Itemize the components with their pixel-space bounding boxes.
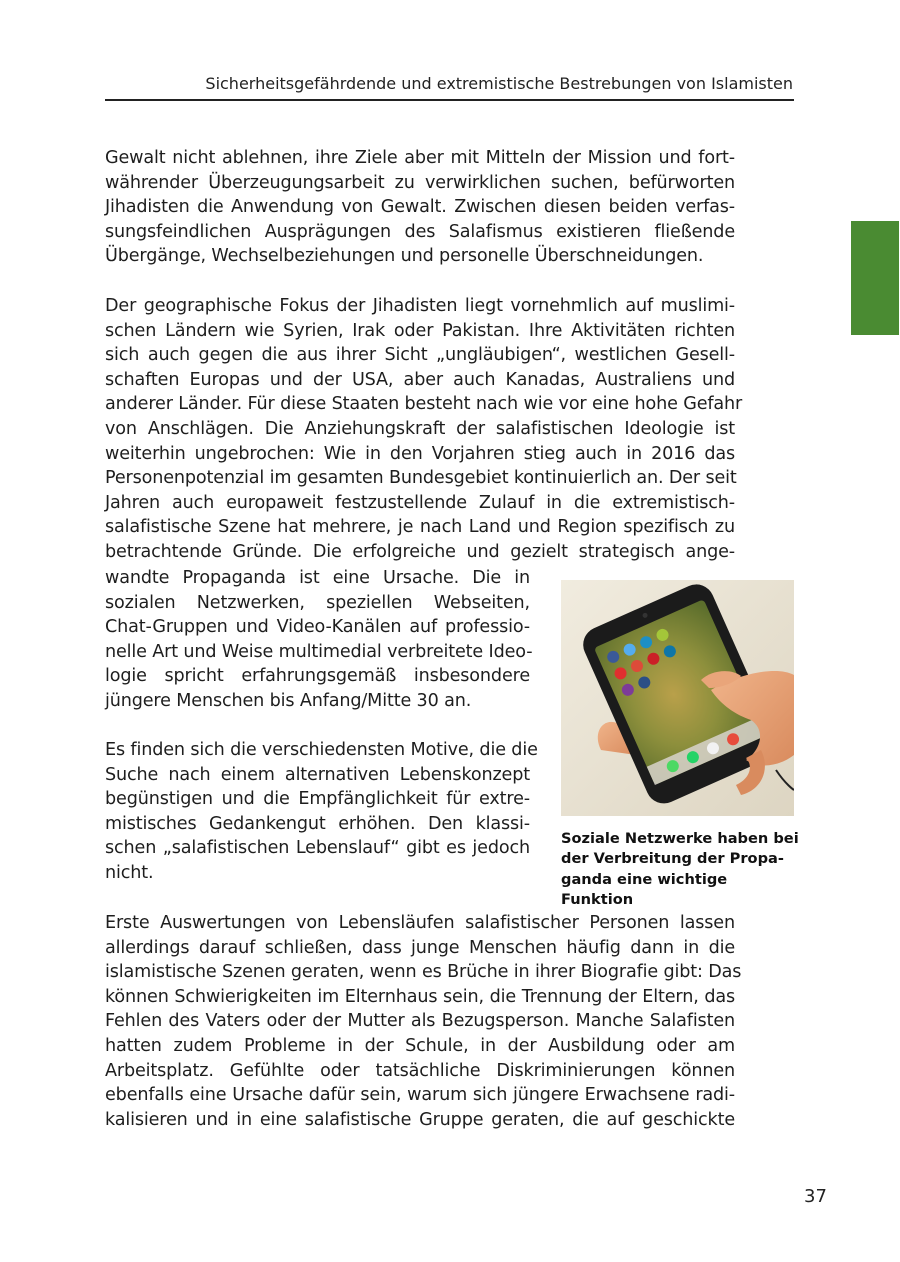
running-header: Sicherheitsgefährdende und extremistische Bestrebungen von Islamisten [205, 74, 793, 93]
text-line: begünstigen und die Empfänglichkeit für extre- [105, 789, 530, 810]
text-line: Es finden sich die verschiedensten Motive, die die [105, 740, 538, 760]
text-line: Arbeitsplatz. Gefühlte oder tatsächliche Diskriminierungen können [105, 1060, 735, 1081]
text-line: Übergänge, Wechselbeziehungen und personelle Überschneidungen. [105, 246, 704, 267]
header-divider [105, 99, 794, 101]
paragraph-3 [105, 566, 533, 714]
text-line: Gewalt nicht ablehnen, ihre Ziele aber mit Mitteln der Mission und fort- [105, 148, 735, 168]
smartphone-illustration [561, 580, 794, 816]
text-line: von Anschlägen. Die Anziehungskraft der salafistischen Ideologie ist [105, 418, 735, 439]
text-line: jüngere Menschen bis Anfang/Mitte 30 an. [105, 690, 472, 711]
text-line: nelle Art und Weise multimedial verbreitete Ideo- [105, 641, 533, 662]
text-line: allerdings darauf schließen, dass junge Menschen häufig dann in die [105, 937, 735, 958]
text-line: Jahren auch europaweit festzustellende Zulauf in die extremistisch- [105, 492, 735, 513]
chapter-side-tab [851, 221, 899, 335]
text-line: schaften Europas und der USA, aber auch Kanadas, Australiens und [105, 369, 735, 390]
paragraph-4 [105, 738, 538, 886]
figure-caption [561, 829, 801, 911]
text-line: kalisieren und in eine salafistische Gruppe geraten, die auf geschickte [105, 1109, 735, 1130]
text-line: Der geographische Fokus der Jihadisten liegt vornehmlich auf muslimi- [105, 296, 735, 316]
text-line: sozialen Netzwerken, speziellen Webseiten, [105, 592, 530, 613]
text-line: salafistische Szene hat mehrere, je nach Land und Region spezifisch zu [105, 517, 735, 538]
text-line: wandte Propaganda ist eine Ursache. Die in [105, 568, 530, 588]
text-line: sungsfeindlichen Ausprägungen des Salafismus existieren fließende [105, 221, 735, 242]
text-line: können Schwierigkeiten im Elternhaus sein, die Trennung der Eltern, das [105, 986, 735, 1007]
text-line: betrachtende Gründe. Die erfolgreiche und gezielt strategisch ange- [105, 541, 735, 562]
paragraph-1 [105, 146, 735, 269]
text-line: logie spricht erfahrungsgemäß insbesondere [105, 666, 530, 687]
paragraph-2 [105, 294, 743, 565]
text-line: Erste Auswertungen von Lebensläufen salafistischer Personen lassen [105, 913, 735, 933]
text-line: ebenfalls eine Ursache dafür sein, warum sich jüngere Erwachsene radi- [105, 1085, 735, 1106]
text-line: schen „salafistischen Lebenslauf“ gibt es jedoch [105, 838, 530, 859]
text-line: islamistische Szenen geraten, wenn es Brüche in ihrer Biografie gibt: Das [105, 962, 742, 983]
caption-line: ganda eine wichtige Funktion [561, 870, 728, 909]
text-line: Personenpotenzial im gesamten Bundesgebiet kontinuierlich an. Der seit [105, 468, 737, 489]
smartphone-photo [561, 580, 794, 816]
paragraph-5 [105, 911, 742, 1132]
text-line: nicht. [105, 862, 154, 883]
text-line: hatten zudem Probleme in der Schule, in der Ausbildung oder am [105, 1035, 735, 1056]
text-line: anderer Länder. Für diese Staaten besteht nach wie vor eine hohe Gefahr [105, 394, 743, 415]
text-line: weiterhin ungebrochen: Wie in den Vorjahren stieg auch in 2016 das [105, 443, 735, 464]
caption-line: der Verbreitung der Propa- [561, 850, 784, 868]
text-line: währender Überzeugungsarbeit zu verwirklichen suchen, befürworten [105, 172, 735, 193]
text-line: Jihadisten die Anwendung von Gewalt. Zwischen diesen beiden verfas- [105, 197, 735, 218]
caption-line: Soziale Netzwerke haben bei [561, 830, 799, 847]
text-line: Chat-Gruppen und Video-Kanälen auf professio- [105, 617, 530, 638]
text-line: schen Ländern wie Syrien, Irak oder Pakistan. Ihre Aktivitäten richten [105, 320, 735, 341]
text-line: Suche nach einem alternativen Lebenskonzept [105, 764, 530, 785]
text-line: sich auch gegen die aus ihrer Sicht „ungläubigen“, westlichen Gesell- [105, 345, 735, 366]
text-line: mistisches Gedankengut erhöhen. Den klassi- [105, 813, 530, 834]
page-number: 37 [804, 1186, 827, 1207]
text-line: Fehlen des Vaters oder der Mutter als Bezugsperson. Manche Salafisten [105, 1011, 735, 1032]
